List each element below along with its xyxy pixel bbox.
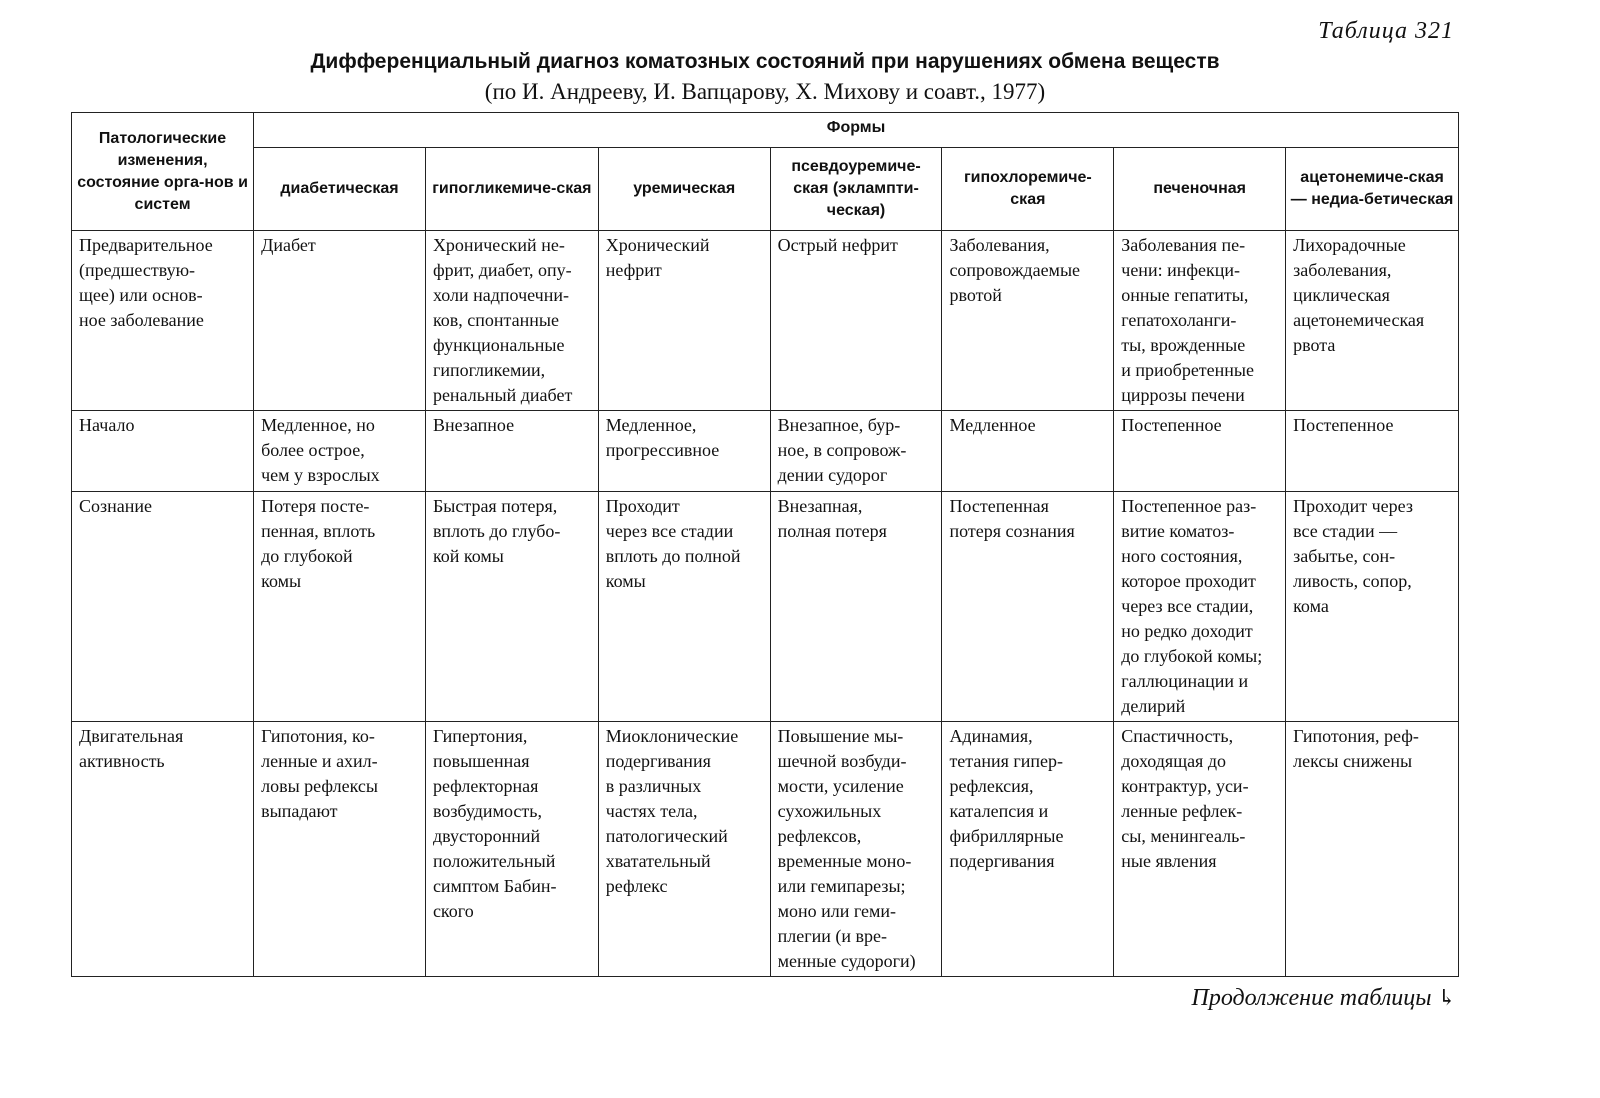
table-cell: Быстрая потеря, вплоть до глубо- кой комы xyxy=(425,492,598,722)
table-row-motor-activity xyxy=(72,722,1459,977)
column-header-hypoglycemic: гипогликемиче-ская xyxy=(425,148,598,231)
table-subtitle: (по И. Андрееву, И. Вапцарову, Х. Михову и соавт., 1977) xyxy=(484,79,1046,104)
table-cell: Гипертония, повышенная рефлекторная возбудимость, двусторонний положительный симптом Бабин- ского xyxy=(425,722,598,977)
column-header-pseudouremic: псевдоуремиче-ская (эклампти-ческая) xyxy=(770,148,942,231)
table-cell: Спастичность, доходящая до контрактур, уси- ленные рефлек- сы, менингеаль- ные явления xyxy=(1114,722,1286,977)
table-cell: Гипотония, реф- лексы снижены xyxy=(1286,722,1459,977)
table-cell: Адинамия, тетания гипер- рефлексия, каталепсия и фибриллярные подергивания xyxy=(942,722,1114,977)
table-cell: Внезапное, бур- ное, в сопровож- дении судорог xyxy=(770,411,942,492)
header-row-forms xyxy=(72,113,1459,148)
table-cell: Диабет xyxy=(254,231,426,411)
table-row-preceding-disease xyxy=(72,231,1459,411)
header-row-columns xyxy=(72,148,1459,231)
row-label: Сознание xyxy=(72,492,254,722)
table-cell: Постепенное раз- витие коматоз- ного состояния, которое проходит через все стадии, но редко доходит до глубокой комы; галлюцинации и делирий xyxy=(1114,492,1286,722)
table-cell: Постепенная потеря сознания xyxy=(942,492,1114,722)
table-cell: Потеря посте- пенная, вплоть до глубокой комы xyxy=(254,492,426,722)
continuation-note xyxy=(1192,985,1457,1012)
continuation-text: Продолжение таблицы xyxy=(1191,985,1432,1011)
table-cell: Хронический не- фрит, диабет, опу- холи надпочечни- ков, спонтанные функциональные гипогликемии, ренальный диабет xyxy=(425,231,598,411)
column-header-uremic: уремическая xyxy=(598,148,770,231)
table-cell: Острый нефрит xyxy=(770,231,942,411)
table-cell: Миоклонические подергивания в различных частях тела, патологический хватательный рефлекс xyxy=(598,722,770,977)
table-cell: Постепенное xyxy=(1114,411,1286,492)
table-number: Таблица 321 xyxy=(1318,18,1454,44)
table-cell: Гипотония, ко- ленные и ахил- ловы рефлексы выпадают xyxy=(254,722,426,977)
table-cell: Медленное xyxy=(942,411,1114,492)
turn-arrow-icon: ↳ xyxy=(1437,985,1456,1010)
table-cell: Проходит через все стадии — забытье, сон- ливость, сопор, кома xyxy=(1286,492,1459,722)
table-cell: Заболевания, сопровождаемые рвотой xyxy=(942,231,1114,411)
column-header-hypochloremic: гипохлоремиче-ская xyxy=(942,148,1114,231)
row-label: Двигательная активность xyxy=(72,722,254,977)
row-header-cell: Патологические изменения, состояние орга-нов и систем xyxy=(72,113,254,231)
table-cell: Проходит через все стадии вплоть до полной комы xyxy=(598,492,770,722)
table-cell: Повышение мы- шечной возбуди- мости, усиление сухожильных рефлексов, временные моно- или гемипарезы; моно или геми- плегии (и вре- менные судороги) xyxy=(770,722,942,977)
forms-group-header: Формы xyxy=(254,113,1459,148)
diagnosis-table xyxy=(71,112,1459,977)
table-cell: Внезапное xyxy=(425,411,598,492)
column-header-hepatic: печеночная xyxy=(1114,148,1286,231)
table-cell: Внезапная, полная потеря xyxy=(770,492,942,722)
row-label: Предварительное (предшествую- щее) или основ- ное заболевание xyxy=(72,231,254,411)
column-header-acetonemic: ацетонемиче-ская — недиа-бетическая xyxy=(1286,148,1459,231)
column-header-diabetic: диабетическая xyxy=(254,148,426,231)
table-cell: Постепенное xyxy=(1286,411,1459,492)
table-cell: Медленное, но более острое, чем у взрослых xyxy=(254,411,426,492)
table-cell: Хронический нефрит xyxy=(598,231,770,411)
table-cell: Лихорадочные заболевания, циклическая ацетонемическая рвота xyxy=(1286,231,1459,411)
table-cell: Медленное, прогрессивное xyxy=(598,411,770,492)
table-title: Дифференциальный диагноз коматозных состояний при нарушениях обмена веществ xyxy=(310,50,1220,73)
table-row-consciousness xyxy=(72,492,1459,722)
table-cell: Заболевания пе- чени: инфекци- онные гепатиты, гепатохоланги- ты, врожденные и приобретенные циррозы печени xyxy=(1114,231,1286,411)
table-row-onset xyxy=(72,411,1459,492)
row-label: Начало xyxy=(72,411,254,492)
